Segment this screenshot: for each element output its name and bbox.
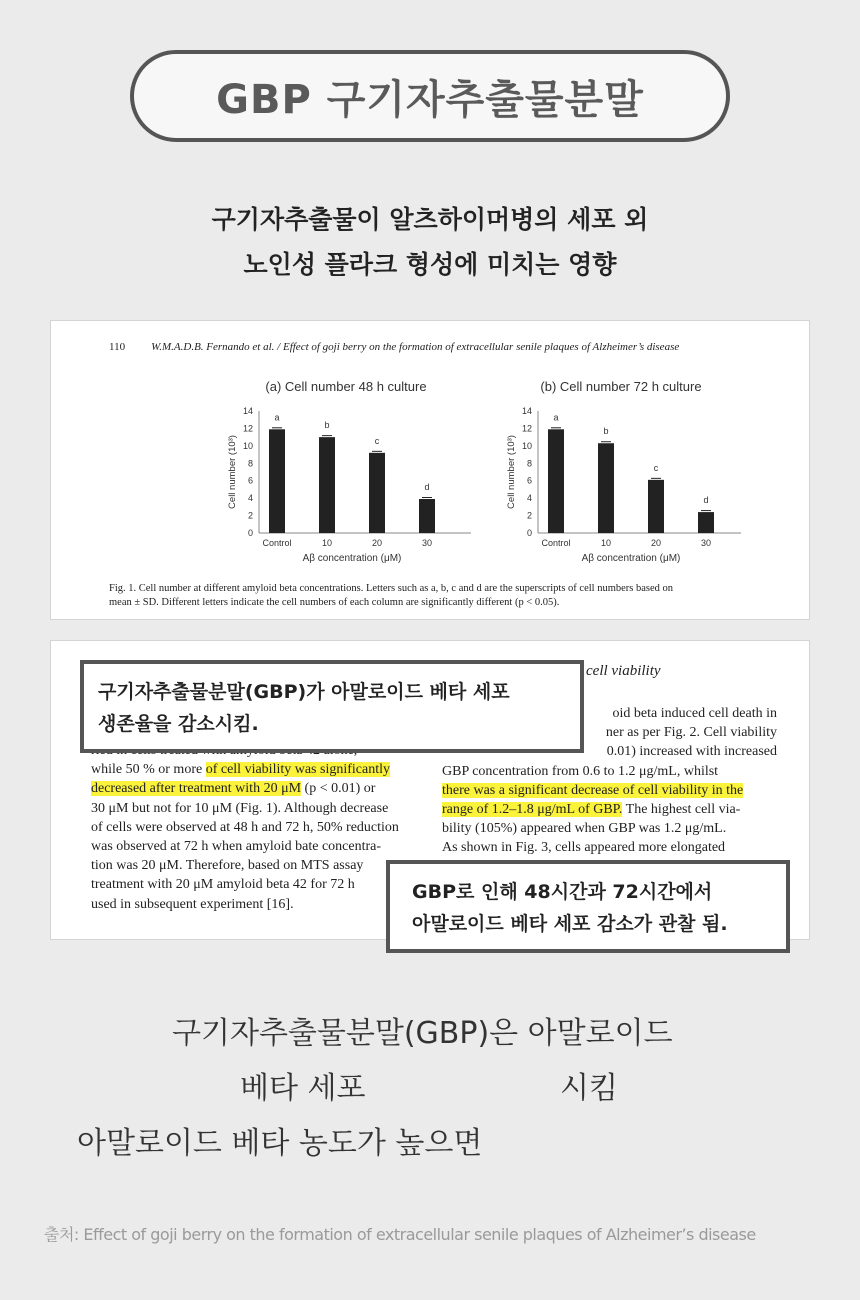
- excerpt-line: [442, 781, 777, 800]
- excerpt-line: of cells were observed at 48 h and 72 h, 50% reduction: [91, 819, 399, 835]
- excerpt-text: The highest cell via-: [622, 802, 741, 818]
- bar: [698, 512, 714, 533]
- chart-title: (b) Cell number 72 h culture: [540, 379, 702, 394]
- y-tick-label: 12: [242, 423, 253, 434]
- x-axis-label: Aβ concentration (μM): [581, 553, 681, 564]
- y-tick-label: 0: [247, 528, 253, 538]
- x-tick-label: 30: [421, 538, 433, 548]
- y-axis-label: Cell number (10³): [227, 435, 238, 509]
- highlighted-text: there was a significant decrease of cell viability in the: [442, 782, 744, 798]
- paper-citation: W.M.A.D.B. Fernando et al. / Effect of goji berry on the formation of extracellular senile plaques of Alzheimer’s disease: [151, 341, 680, 353]
- significance-letter: c: [374, 435, 380, 446]
- bar: [648, 480, 664, 533]
- significance-letter: b: [324, 420, 330, 431]
- figure-caption: [109, 582, 769, 610]
- excerpt-line: 30 μM but not for 10 μM (Fig. 1). Although decrease: [91, 800, 389, 816]
- callout-box-time: [386, 860, 790, 953]
- excerpt-text: (p < 0.01) or: [301, 781, 376, 797]
- x-tick-label: 10: [321, 538, 333, 548]
- excerpt-line: 0.01) increased with increased: [606, 744, 777, 760]
- y-tick-label: 4: [247, 493, 253, 504]
- significance-letter: d: [703, 495, 709, 506]
- bar: [369, 453, 385, 533]
- y-tick-label: 6: [247, 475, 253, 486]
- y-tick-label: 12: [521, 423, 532, 434]
- bar-charts: [51, 321, 809, 619]
- summary-line-1: 구기자추출물분말(GBP)은 아말로이드: [172, 1016, 673, 1051]
- significance-letter: a: [274, 412, 280, 423]
- x-tick-label: 20: [371, 538, 383, 548]
- y-tick-label: 10: [521, 440, 532, 451]
- y-tick-label: 10: [242, 440, 253, 451]
- summary-line-2b: 시킴: [560, 1071, 618, 1106]
- y-tick-label: 14: [521, 406, 532, 416]
- callout-line-1: 구기자추출물분말(GBP)가 아말로이드 베타 세포: [98, 681, 510, 703]
- y-tick-label: 2: [247, 510, 253, 521]
- highlighted-text: range of 1.2–1.8 μg/mL of GBP.: [442, 802, 623, 818]
- y-tick-label: 2: [526, 510, 532, 521]
- x-tick-label: 10: [600, 538, 612, 548]
- x-tick-label: 20: [650, 538, 662, 548]
- figure-caption-line-1: Fig. 1. Cell number at different amyloid beta concentrations. Letters such as a, b, c and d are the superscripts of cell numbers based on: [109, 583, 674, 594]
- excerpt-line: [91, 760, 422, 779]
- excerpt-line: As shown in Fig. 3, cells appeared more elongated: [442, 840, 726, 856]
- excerpt-line: [91, 779, 422, 798]
- source-citation: 출처: Effect of goji berry on the formation of extracellular senile plaques of Alzheimer’s disease: [44, 1225, 756, 1244]
- significance-letter: d: [424, 482, 430, 493]
- highlighted-text: of cell viability was significantly: [205, 762, 390, 778]
- excerpt-line: ner as per Fig. 2. Cell viability: [605, 725, 777, 741]
- excerpt-text: while 50 % or more: [91, 762, 206, 778]
- figure-caption-line-2: mean ± SD. Different letters indicate the cell numbers of each column are significantly different (p < 0.05).: [109, 597, 560, 608]
- excerpt-left-column: [91, 741, 422, 914]
- bar: [319, 437, 335, 533]
- x-axis-label: Aβ concentration (μM): [302, 553, 402, 564]
- section-title: cell viability: [586, 663, 661, 679]
- excerpt-line: treatment with 20 μM amyloid beta 42 for 72 h: [91, 877, 355, 893]
- highlighted-text: decreased after treatment with 20 μM: [91, 781, 302, 797]
- excerpt-line: GBP concentration from 0.6 to 1.2 μg/mL, whilst: [442, 763, 719, 779]
- bar: [548, 429, 564, 533]
- excerpt-line: was observed at 72 h when amyloid bate concentra-: [91, 839, 382, 855]
- y-tick-label: 0: [526, 528, 532, 538]
- y-axis-label: Cell number (10³): [506, 435, 517, 509]
- chart-title: (a) Cell number 48 h culture: [265, 379, 427, 394]
- significance-letter: b: [603, 426, 609, 437]
- excerpt-line: [442, 800, 777, 819]
- bar: [269, 429, 285, 533]
- y-tick-label: 6: [526, 475, 532, 486]
- excerpt-line: bility (105%) appeared when GBP was 1.2 μg/mL.: [442, 821, 727, 837]
- callout-line-1: GBP로 인해 48시간과 72시간에서: [412, 881, 713, 903]
- x-tick-label: Control: [541, 538, 571, 548]
- y-tick-label: 4: [526, 493, 532, 504]
- excerpt-line: tion was 20 μM. Therefore, based on MTS assay: [91, 858, 364, 874]
- excerpt-line: used in subsequent experiment [16].: [91, 896, 294, 912]
- subtitle-line-1: 구기자추출물이 알츠하이머병의 세포 외: [211, 205, 649, 234]
- x-tick-label: 30: [700, 538, 712, 548]
- y-tick-label: 8: [526, 458, 532, 469]
- summary-line-2a: 베타 세포: [240, 1071, 366, 1106]
- page-number: 110: [109, 341, 126, 353]
- callout-line-2: 생존율을 감소시킴.: [98, 713, 259, 735]
- paper-figure-panel: [50, 320, 810, 620]
- callout-line-2: 아말로이드 베타 세포 감소가 관찰 됨.: [412, 913, 728, 935]
- callout-box-viability: [80, 660, 584, 753]
- excerpt-line: oid beta induced cell death in: [612, 706, 777, 721]
- bar: [598, 443, 614, 533]
- y-tick-label: 8: [247, 458, 253, 469]
- significance-letter: c: [653, 462, 659, 473]
- page-title: GBP 구기자추출물분말: [130, 50, 730, 142]
- summary-line-3: 아말로이드 베타 농도가 높으면: [77, 1126, 483, 1161]
- subtitle-line-2: 노인성 플라크 형성에 미치는 영향: [243, 250, 617, 279]
- y-tick-label: 14: [242, 406, 253, 416]
- bar: [419, 499, 435, 533]
- significance-letter: a: [553, 412, 559, 423]
- x-tick-label: Control: [262, 538, 292, 548]
